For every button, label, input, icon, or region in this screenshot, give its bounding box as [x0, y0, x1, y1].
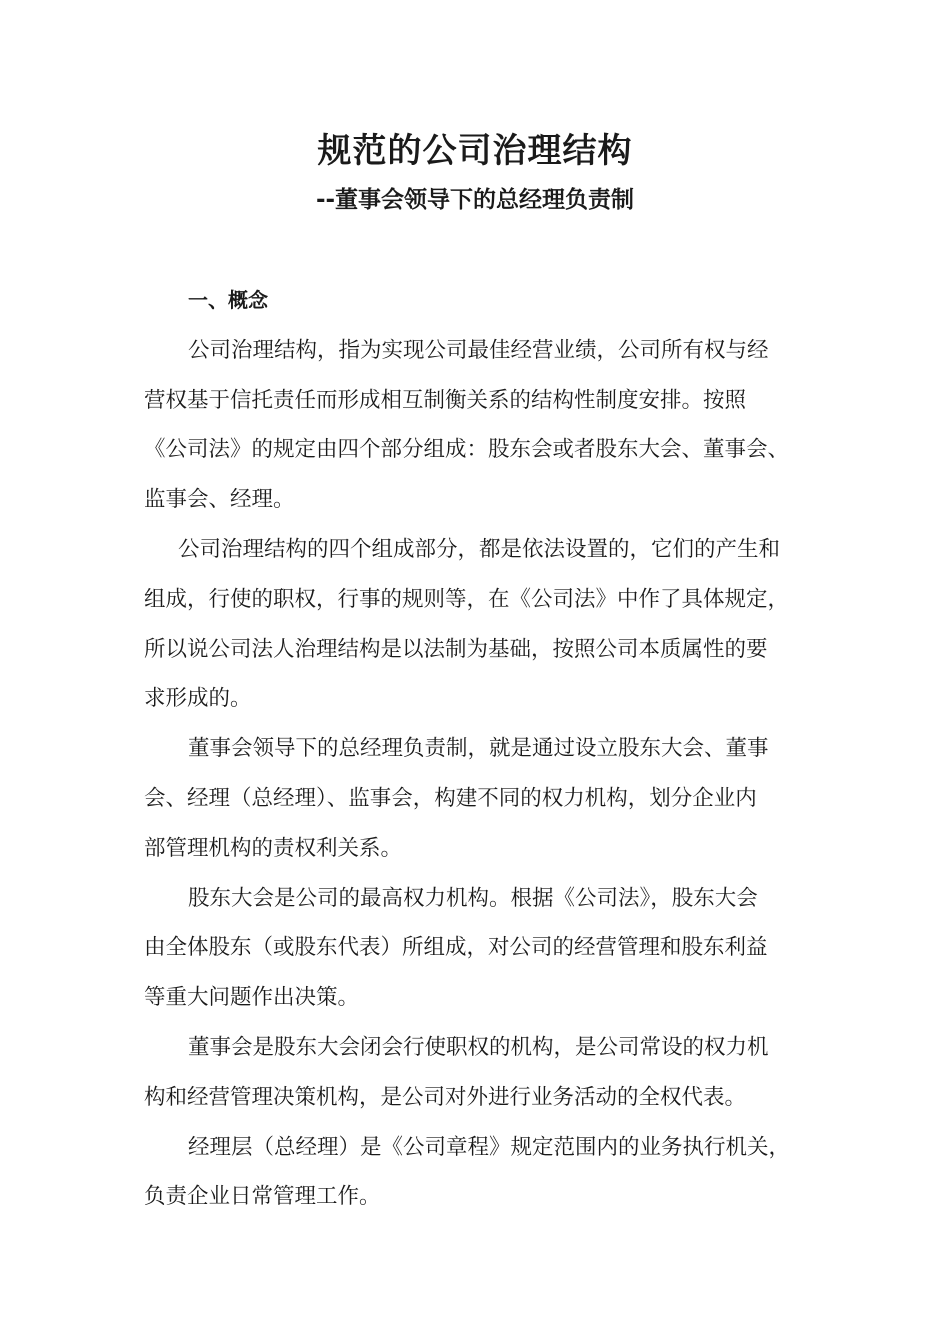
paragraph-line: 《公司法》的规定由四个部分组成：股东会或者股东大会、董事会、 [144, 437, 790, 463]
paragraph-3 [144, 724, 824, 873]
paragraph-6 [144, 1123, 824, 1223]
paragraph-line: 股东大会是公司的最高权力机构。根据《公司法》，股东大会 [188, 885, 758, 911]
paragraph-line: 营权基于信托责任而形成相互制衡关系的结构性制度安排。按照 [144, 387, 747, 413]
paragraph-line: 会、经理（总经理）、监事会，构建不同的权力机构，划分企业内 [144, 785, 757, 811]
paragraph-line: 经理层（总经理）是《公司章程》规定范围内的业务执行机关， [188, 1134, 791, 1160]
paragraph-line: 公司治理结构，指为实现公司最佳经营业绩，公司所有权与经 [188, 337, 769, 363]
paragraph-line: 组成，行使的职权，行事的规则等，在《公司法》中作了具体规定， [144, 586, 790, 612]
paragraph-line: 等重大问题作出决策。 [144, 985, 360, 1011]
paragraph-4 [144, 874, 824, 1023]
paragraph-1 [144, 326, 824, 525]
paragraph-line: 构和经营管理决策机构，是公司对外进行业务活动的全权代表。 [144, 1084, 747, 1110]
paragraph-line: 董事会领导下的总经理负责制，就是通过设立股东大会、董事 [188, 736, 769, 762]
paragraph-2 [144, 525, 824, 724]
paragraph-line: 部管理机构的责权利关系。 [144, 835, 403, 861]
paragraph-line: 董事会是股东大会闭会行使职权的机构，是公司常设的权力机 [188, 1034, 769, 1060]
paragraph-5 [144, 1023, 824, 1123]
document-subtitle: --董事会领导下的总经理负责制 [315, 187, 635, 213]
document-body [144, 276, 824, 1222]
section-heading: 一、概念 [188, 288, 268, 312]
paragraph-line: 由全体股东（或股东代表）所组成，对公司的经营管理和股东利益 [144, 935, 768, 961]
document-title: 规范的公司治理结构 [317, 131, 633, 171]
paragraph-line: 负责企业日常管理工作。 [144, 1184, 381, 1210]
paragraph-line: 所以说公司法人治理结构是以法制为基础，按照公司本质属性的要 [144, 636, 768, 662]
paragraph-line: 监事会、经理。 [144, 487, 295, 513]
paragraph-line: 求形成的。 [144, 686, 252, 712]
paragraph-line: 公司治理结构的四个组成部分，都是依法设置的，它们的产生和 [178, 536, 781, 562]
